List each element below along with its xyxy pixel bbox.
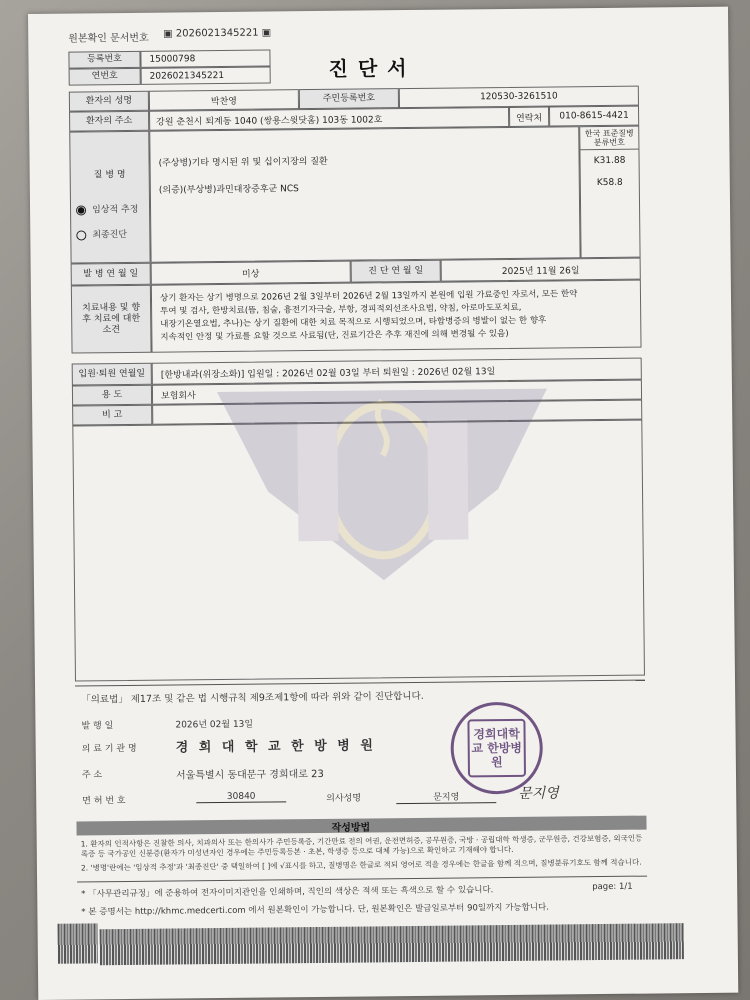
code-sub: K58.8 — [596, 177, 623, 189]
method-note-1: 1. 환자의 인적사항은 진찰한 의사, 치과의사 또는 한의사가 주민등록증, 기간만료 전의 여권, 운전면허증, 공무원증, 국방 · 공립대학 학생증, 군무원증, 건강보험증, 외국인등록증 등 국가공인 신분증(환자가 미성년자인 경우에는 주민등록등본 · 초본, 학생증 등으로 대체 가능)으로 확인하고 기재해야 합니다. — [80, 833, 643, 859]
method-title: 작성방법 — [331, 822, 371, 834]
diag-date-label: 진 단 연 월 일 — [351, 260, 441, 283]
hospital-seal — [450, 702, 543, 795]
doc-number-label: 원본확인 문서번호 — [68, 32, 149, 45]
radio-clinical[interactable] — [76, 202, 138, 216]
code-header: 한국 표준질병 분류번호 — [580, 127, 638, 151]
onset-label: 발 병 연 월 일 — [71, 263, 151, 286]
institution-name: 경 희 대 학 교 한 방 병 원 — [175, 738, 376, 756]
verification-notice: * 본 증명서는 http://khmc.medcerti.com 에서 원본확인이 가능합니다. 단, 원본확인은 발급일로부터 90일까지 가능합니다. — [81, 902, 550, 918]
name-label: 환자의 성명 — [69, 91, 149, 112]
admission-period: [한방내과(위장소화)] 입원일 : 2026년 02월 03일 부터 퇴원일 : 2026년 02월 13일 — [152, 358, 642, 385]
treatment-line-2: 투여 및 검사, 한방치료(뜸, 침술, 흉전기자극술, 부항, 경피적외선조사요법, 약침, 아로마도포치료, — [160, 302, 522, 317]
treatment-cell — [151, 280, 642, 353]
page-indicator: page: 1/1 — [592, 881, 633, 893]
law-statement: 「의료법」 제17조 및 같은 법 시행규칙 제9조제1항에 따라 위와 같이 진단합니다. — [81, 690, 424, 706]
diagnosis-certificate — [28, 7, 738, 1000]
seal-text: 경희대학교 한방병원 — [471, 726, 523, 770]
radio-selected-icon — [76, 205, 86, 215]
patient-name: 박찬영 — [149, 89, 299, 111]
reg-no-label: 등록번호 — [68, 51, 140, 69]
disease-label-cell — [69, 131, 150, 264]
rrn-label: 주민등록번호 — [299, 88, 399, 109]
disease-main: (주상병)기타 명시된 위 및 십이지장의 질환 — [158, 156, 328, 169]
doctor-name: 문지영 — [396, 789, 496, 804]
diag-date: 2025년 11월 26일 — [441, 258, 641, 282]
license-number: 30840 — [196, 791, 286, 803]
purpose-label: 용 도 — [72, 385, 152, 406]
treatment-line-1: 상기 환자는 상기 병명으로 2026년 2월 3일부터 2026년 2월 13일까지 본원에 입원 가료중인 자로서, 모든 한약 — [159, 289, 578, 304]
reg-no: 15000798 — [140, 49, 270, 67]
serial-no: 2026021345221 — [141, 66, 271, 84]
issue-date-label: 발 행 일 — [81, 721, 114, 732]
page-title: 진단서 — [328, 55, 417, 81]
hospital-emblem-watermark — [197, 368, 569, 592]
institution-address: 서울특별시 동대문구 경희대로 23 — [175, 768, 324, 782]
doctor-label: 의사성명 — [326, 793, 362, 804]
seal-notice: * 「사무관리규정」에 준용하여 전자이미지관인을 인쇄하며, 직인의 색상은 적색 또는 흑색으로 할 수 있습니다. — [81, 885, 494, 900]
license-label: 면 허 번 호 — [82, 796, 126, 807]
radio-empty-icon — [76, 230, 86, 240]
rrn: 120530-3261510 — [399, 86, 639, 109]
contact-label: 연락처 — [509, 107, 549, 127]
treatment-line-3: 내장기온열요법, 추나)는 상기 질환에 대한 치료 목적으로 시행되었으며, 타합병증의 병발이 없는 한 향후 — [160, 315, 547, 330]
radio-clinical-label: 임상적 추정 — [92, 204, 139, 216]
doc-number: ▣ 2026021345221 ▣ — [163, 27, 272, 40]
doctor-signature: 문지영 — [518, 785, 559, 802]
contact: 010-8615-4421 — [549, 106, 639, 127]
radio-final-label: 최종진단 — [92, 229, 128, 241]
treatment-line-4: 지속적인 안정 및 가료를 요할 것으로 사료됨(단, 진료기간은 추후 재진에 의해 변경될 수 있음) — [160, 328, 509, 343]
patient-address: 강원 춘천시 퇴계동 1040 (쌍용스윗닷홈) 103동 1002호 — [149, 107, 509, 131]
disease-codes-cell — [579, 126, 640, 259]
divider-bottom — [77, 876, 647, 883]
address-footer-label: 주 소 — [81, 770, 103, 781]
method-note-2: 2. '병명'란에는 '임상적 추정'과 '최종진단' 중 택일하여 [ ]에 √표시를 하고, 질병명은 한글로 적되 영어로 적을 경우에는 한글을 함께 적으며, 질병분류기호도 함께 적습니다. — [80, 857, 642, 873]
radio-final[interactable] — [76, 227, 127, 241]
admission-label: 입원·퇴원 연월일 — [72, 363, 152, 386]
treatment-label: 치료내용 및 향후 치료에 대한 소견 — [71, 285, 152, 354]
barcode-left — [58, 923, 98, 963]
serial-label: 연번호 — [69, 68, 141, 86]
institution-label: 의 료 기 관 명 — [81, 743, 137, 755]
onset-date: 미상 — [151, 261, 351, 285]
issue-date: 2026년 02월 13일 — [175, 719, 254, 731]
pdf417-barcode — [100, 923, 684, 965]
code-main: K31.88 — [593, 155, 626, 167]
disease-sub: (의증)(부상병)과민대장증후군 NCS — [158, 184, 299, 196]
remarks-label: 비 고 — [72, 405, 152, 426]
address-label: 환자의 주소 — [69, 111, 149, 132]
disease-label: 질 병 명 — [93, 169, 126, 181]
disease-names-cell — [149, 126, 580, 262]
purpose: 보험회사 — [152, 380, 642, 405]
